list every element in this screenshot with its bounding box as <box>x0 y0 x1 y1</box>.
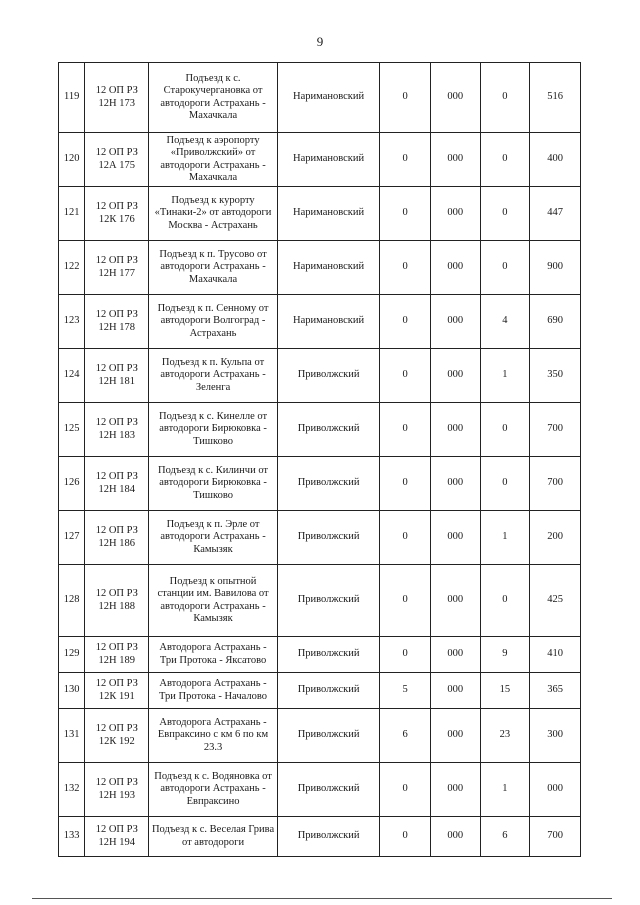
start-km-cell: 0 <box>380 511 431 565</box>
road-code-cell: 12 ОП РЗ 12К 192 <box>85 709 149 763</box>
row-number-cell: 129 <box>59 637 85 673</box>
end-km-cell: 1 <box>480 349 530 403</box>
district-name-cell: Приволжский <box>277 763 379 817</box>
end-m-cell: 700 <box>530 403 581 457</box>
road-name-cell: Автодорога Астрахань - Три Протока - Яксатово <box>149 637 278 673</box>
end-m-cell: 900 <box>530 241 581 295</box>
road-code-cell: 12 ОП РЗ 12К 176 <box>85 187 149 241</box>
start-m-cell: 000 <box>430 187 480 241</box>
start-km-cell: 6 <box>380 709 431 763</box>
road-code-cell: 12 ОП РЗ 12Н 177 <box>85 241 149 295</box>
table-row <box>59 63 581 133</box>
start-km-cell: 0 <box>380 565 431 637</box>
district-name-cell: Приволжский <box>277 637 379 673</box>
row-number-cell: 124 <box>59 349 85 403</box>
table-row <box>59 187 581 241</box>
district-name-cell: Наримановский <box>277 187 379 241</box>
road-code-cell: 12 ОП РЗ 12Н 178 <box>85 295 149 349</box>
table-row <box>59 817 581 857</box>
road-code-cell: 12 ОП РЗ 12Н 184 <box>85 457 149 511</box>
row-number-cell: 121 <box>59 187 85 241</box>
road-name-cell: Подъезд к с. Кинелле от автодороги Бирюковка - Тишково <box>149 403 278 457</box>
start-km-cell: 0 <box>380 295 431 349</box>
end-km-cell: 0 <box>480 403 530 457</box>
table-row <box>59 133 581 187</box>
table-row <box>59 709 581 763</box>
road-code-cell: 12 ОП РЗ 12К 191 <box>85 673 149 709</box>
row-number-cell: 130 <box>59 673 85 709</box>
district-name-cell: Наримановский <box>277 63 379 133</box>
table-row <box>59 637 581 673</box>
row-number-cell: 128 <box>59 565 85 637</box>
start-km-cell: 0 <box>380 763 431 817</box>
end-m-cell: 350 <box>530 349 581 403</box>
road-code-cell: 12 ОП РЗ 12А 175 <box>85 133 149 187</box>
start-km-cell: 0 <box>380 133 431 187</box>
road-code-cell: 12 ОП РЗ 12Н 189 <box>85 637 149 673</box>
district-name-cell: Наримановский <box>277 133 379 187</box>
start-km-cell: 0 <box>380 187 431 241</box>
start-km-cell: 0 <box>380 63 431 133</box>
road-name-cell: Подъезд к опытной станции им. Вавилова от автодороги Астрахань - Камызяк <box>149 565 278 637</box>
road-code-cell: 12 ОП РЗ 12Н 183 <box>85 403 149 457</box>
row-number-cell: 131 <box>59 709 85 763</box>
road-code-cell: 12 ОП РЗ 12Н 181 <box>85 349 149 403</box>
end-km-cell: 0 <box>480 241 530 295</box>
end-m-cell: 700 <box>530 817 581 857</box>
row-number-cell: 122 <box>59 241 85 295</box>
table-row <box>59 241 581 295</box>
table-row <box>59 565 581 637</box>
end-km-cell: 9 <box>480 637 530 673</box>
start-m-cell: 000 <box>430 349 480 403</box>
road-name-cell: Подъезд к п. Трусово от автодороги Астрахань - Махачкала <box>149 241 278 295</box>
road-code-cell: 12 ОП РЗ 12Н 186 <box>85 511 149 565</box>
end-km-cell: 1 <box>480 511 530 565</box>
start-m-cell: 000 <box>430 763 480 817</box>
start-m-cell: 000 <box>430 817 480 857</box>
table-row <box>59 763 581 817</box>
end-m-cell: 300 <box>530 709 581 763</box>
road-code-cell: 12 ОП РЗ 12Н 173 <box>85 63 149 133</box>
start-km-cell: 0 <box>380 637 431 673</box>
road-name-cell: Автодорога Астрахань - Три Протока - Началово <box>149 673 278 709</box>
table-row <box>59 511 581 565</box>
start-km-cell: 0 <box>380 241 431 295</box>
row-number-cell: 125 <box>59 403 85 457</box>
start-m-cell: 000 <box>430 457 480 511</box>
row-number-cell: 120 <box>59 133 85 187</box>
roads-table <box>58 62 581 857</box>
end-m-cell: 410 <box>530 637 581 673</box>
district-name-cell: Приволжский <box>277 349 379 403</box>
district-name-cell: Наримановский <box>277 295 379 349</box>
end-km-cell: 15 <box>480 673 530 709</box>
road-code-cell: 12 ОП РЗ 12Н 194 <box>85 817 149 857</box>
end-m-cell: 690 <box>530 295 581 349</box>
road-name-cell: Подъезд к п. Сенному от автодороги Волгоград - Астрахань <box>149 295 278 349</box>
end-m-cell: 200 <box>530 511 581 565</box>
start-m-cell: 000 <box>430 241 480 295</box>
start-m-cell: 000 <box>430 295 480 349</box>
row-number-cell: 133 <box>59 817 85 857</box>
road-code-cell: 12 ОП РЗ 12Н 188 <box>85 565 149 637</box>
road-name-cell: Автодорога Астрахань - Евпраксино с км 6 по км 23.3 <box>149 709 278 763</box>
road-code-cell: 12 ОП РЗ 12Н 193 <box>85 763 149 817</box>
table-row <box>59 403 581 457</box>
start-km-cell: 0 <box>380 403 431 457</box>
end-km-cell: 4 <box>480 295 530 349</box>
end-km-cell: 0 <box>480 133 530 187</box>
start-m-cell: 000 <box>430 709 480 763</box>
row-number-cell: 119 <box>59 63 85 133</box>
district-name-cell: Приволжский <box>277 673 379 709</box>
start-m-cell: 000 <box>430 63 480 133</box>
end-m-cell: 000 <box>530 763 581 817</box>
district-name-cell: Приволжский <box>277 511 379 565</box>
start-m-cell: 000 <box>430 403 480 457</box>
row-number-cell: 123 <box>59 295 85 349</box>
road-name-cell: Подъезд к с. Водяновка от автодороги Астрахань - Евпраксино <box>149 763 278 817</box>
end-km-cell: 6 <box>480 817 530 857</box>
road-name-cell: Подъезд к с. Старокучергановка от автодороги Астрахань - Махачкала <box>149 63 278 133</box>
road-name-cell: Подъезд к с. Веселая Грива от автодороги <box>149 817 278 857</box>
end-km-cell: 0 <box>480 63 530 133</box>
road-name-cell: Подъезд к п. Эрле от автодороги Астрахань - Камызяк <box>149 511 278 565</box>
end-km-cell: 0 <box>480 187 530 241</box>
start-m-cell: 000 <box>430 637 480 673</box>
end-m-cell: 447 <box>530 187 581 241</box>
table-row <box>59 673 581 709</box>
end-km-cell: 1 <box>480 763 530 817</box>
end-km-cell: 0 <box>480 457 530 511</box>
district-name-cell: Приволжский <box>277 457 379 511</box>
road-name-cell: Подъезд к курорту «Тинаки-2» от автодороги Москва - Астрахань <box>149 187 278 241</box>
start-km-cell: 0 <box>380 457 431 511</box>
road-name-cell: Подъезд к с. Килинчи от автодороги Бирюковка - Тишково <box>149 457 278 511</box>
end-m-cell: 700 <box>530 457 581 511</box>
start-m-cell: 000 <box>430 133 480 187</box>
district-name-cell: Наримановский <box>277 241 379 295</box>
table-row <box>59 349 581 403</box>
bottom-rule <box>32 898 612 899</box>
start-m-cell: 000 <box>430 511 480 565</box>
start-m-cell: 000 <box>430 565 480 637</box>
start-km-cell: 0 <box>380 349 431 403</box>
page-number: 9 <box>316 34 324 49</box>
district-name-cell: Приволжский <box>277 565 379 637</box>
end-km-cell: 23 <box>480 709 530 763</box>
row-number-cell: 126 <box>59 457 85 511</box>
end-m-cell: 400 <box>530 133 581 187</box>
district-name-cell: Приволжский <box>277 817 379 857</box>
district-name-cell: Приволжский <box>277 403 379 457</box>
table-row <box>59 457 581 511</box>
road-name-cell: Подъезд к п. Кульпа от автодороги Астрахань - Зеленга <box>149 349 278 403</box>
table-row <box>59 295 581 349</box>
roads-table-body <box>59 63 581 857</box>
end-m-cell: 425 <box>530 565 581 637</box>
start-km-cell: 5 <box>380 673 431 709</box>
row-number-cell: 127 <box>59 511 85 565</box>
district-name-cell: Приволжский <box>277 709 379 763</box>
end-m-cell: 516 <box>530 63 581 133</box>
start-km-cell: 0 <box>380 817 431 857</box>
end-km-cell: 0 <box>480 565 530 637</box>
end-m-cell: 365 <box>530 673 581 709</box>
road-name-cell: Подъезд к аэропорту «Приволжский» от автодороги Астрахань - Махачкала <box>149 133 278 187</box>
row-number-cell: 132 <box>59 763 85 817</box>
start-m-cell: 000 <box>430 673 480 709</box>
